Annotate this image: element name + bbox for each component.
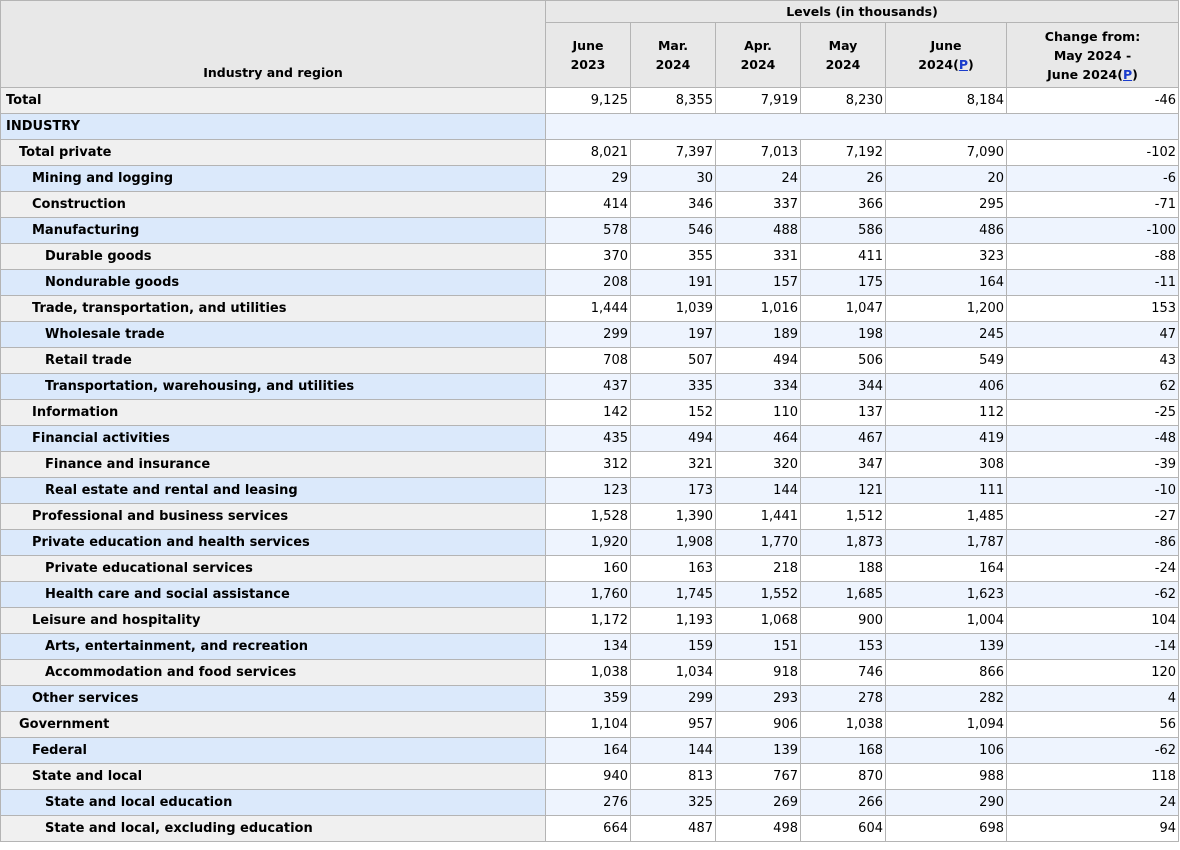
value-cell: 9,125 <box>546 88 631 114</box>
value-cell: 1,016 <box>716 296 801 322</box>
value-cell: 320 <box>716 452 801 478</box>
value-cell: 198 <box>801 322 886 348</box>
value-cell: 189 <box>716 322 801 348</box>
value-cell: 111 <box>886 478 1007 504</box>
value-cell: 1,039 <box>631 296 716 322</box>
table-row <box>1 218 1179 244</box>
value-cell: 30 <box>631 166 716 192</box>
value-cell: 1,770 <box>716 530 801 556</box>
value-cell: 7,013 <box>716 140 801 166</box>
value-cell: 323 <box>886 244 1007 270</box>
table-row <box>1 348 1179 374</box>
change-cell: 24 <box>1007 790 1179 816</box>
value-cell: 152 <box>631 400 716 426</box>
table-header <box>1 1 1179 88</box>
row-label: Manufacturing <box>1 218 546 244</box>
value-cell: 767 <box>716 764 801 790</box>
value-cell: 344 <box>801 374 886 400</box>
value-cell: 347 <box>801 452 886 478</box>
value-cell: 295 <box>886 192 1007 218</box>
change-cell: 43 <box>1007 348 1179 374</box>
value-cell: 359 <box>546 686 631 712</box>
value-cell: 746 <box>801 660 886 686</box>
row-label: Private education and health services <box>1 530 546 556</box>
value-cell: 406 <box>886 374 1007 400</box>
value-cell: 20 <box>886 166 1007 192</box>
change-cell: 62 <box>1007 374 1179 400</box>
value-cell: 1,444 <box>546 296 631 322</box>
value-cell: 698 <box>886 816 1007 842</box>
table-row <box>1 634 1179 660</box>
change-cell: 47 <box>1007 322 1179 348</box>
value-cell: 494 <box>631 426 716 452</box>
row-label: State and local <box>1 764 546 790</box>
value-cell: 1,873 <box>801 530 886 556</box>
value-cell: 7,397 <box>631 140 716 166</box>
value-cell: 940 <box>546 764 631 790</box>
value-cell: 1,038 <box>801 712 886 738</box>
change-cell: -71 <box>1007 192 1179 218</box>
value-cell: 8,355 <box>631 88 716 114</box>
column-header: Apr. 2024 <box>716 23 801 88</box>
value-cell: 110 <box>716 400 801 426</box>
table-row <box>1 140 1179 166</box>
value-cell: 26 <box>801 166 886 192</box>
table-row <box>1 426 1179 452</box>
value-cell: 321 <box>631 452 716 478</box>
value-cell: 1,034 <box>631 660 716 686</box>
value-cell: 578 <box>546 218 631 244</box>
value-cell: 269 <box>716 790 801 816</box>
table-row <box>1 686 1179 712</box>
row-label: State and local education <box>1 790 546 816</box>
value-cell: 1,908 <box>631 530 716 556</box>
table-row <box>1 660 1179 686</box>
change-cell: -25 <box>1007 400 1179 426</box>
change-cell: -100 <box>1007 218 1179 244</box>
change-cell: 4 <box>1007 686 1179 712</box>
value-cell: 488 <box>716 218 801 244</box>
value-cell: 414 <box>546 192 631 218</box>
table-row <box>1 192 1179 218</box>
row-label: Other services <box>1 686 546 712</box>
value-cell: 1,047 <box>801 296 886 322</box>
change-cell: 56 <box>1007 712 1179 738</box>
value-cell: 813 <box>631 764 716 790</box>
value-cell: 276 <box>546 790 631 816</box>
change-cell: -62 <box>1007 582 1179 608</box>
value-cell: 142 <box>546 400 631 426</box>
row-label: Professional and business services <box>1 504 546 530</box>
value-cell: 8,230 <box>801 88 886 114</box>
value-cell: 1,512 <box>801 504 886 530</box>
value-cell: 1,552 <box>716 582 801 608</box>
row-label: Government <box>1 712 546 738</box>
row-label: Accommodation and food services <box>1 660 546 686</box>
change-column-header: Change from: May 2024 - June 2024(P) <box>1007 23 1179 88</box>
change-cell: 120 <box>1007 660 1179 686</box>
value-cell: 494 <box>716 348 801 374</box>
value-cell: 918 <box>716 660 801 686</box>
value-cell: 708 <box>546 348 631 374</box>
value-cell: 507 <box>631 348 716 374</box>
change-cell: -88 <box>1007 244 1179 270</box>
value-cell: 159 <box>631 634 716 660</box>
value-cell: 1,920 <box>546 530 631 556</box>
value-cell: 266 <box>801 790 886 816</box>
column-header: Mar. 2024 <box>631 23 716 88</box>
value-cell: 1,200 <box>886 296 1007 322</box>
section-row <box>1 114 1179 140</box>
value-cell: 1,038 <box>546 660 631 686</box>
change-cell: -39 <box>1007 452 1179 478</box>
value-cell: 957 <box>631 712 716 738</box>
table-row <box>1 504 1179 530</box>
change-cell: -48 <box>1007 426 1179 452</box>
value-cell: 137 <box>801 400 886 426</box>
preliminary-link[interactable]: P <box>1122 66 1133 82</box>
value-cell: 7,919 <box>716 88 801 114</box>
column-header: May 2024 <box>801 23 886 88</box>
change-cell: -6 <box>1007 166 1179 192</box>
value-cell: 435 <box>546 426 631 452</box>
value-cell: 900 <box>801 608 886 634</box>
table-body <box>1 88 1179 842</box>
value-cell: 1,193 <box>631 608 716 634</box>
value-cell: 191 <box>631 270 716 296</box>
value-cell: 1,004 <box>886 608 1007 634</box>
change-cell: -27 <box>1007 504 1179 530</box>
row-label: Financial activities <box>1 426 546 452</box>
value-cell: 546 <box>631 218 716 244</box>
value-cell: 355 <box>631 244 716 270</box>
value-cell: 1,485 <box>886 504 1007 530</box>
table-row <box>1 582 1179 608</box>
change-cell: -11 <box>1007 270 1179 296</box>
value-cell: 370 <box>546 244 631 270</box>
value-cell: 866 <box>886 660 1007 686</box>
value-cell: 506 <box>801 348 886 374</box>
table-row <box>1 452 1179 478</box>
row-header: Industry and region <box>1 1 546 88</box>
value-cell: 988 <box>886 764 1007 790</box>
value-cell: 282 <box>886 686 1007 712</box>
value-cell: 1,104 <box>546 712 631 738</box>
row-label: Transportation, warehousing, and utilities <box>1 374 546 400</box>
table-row <box>1 400 1179 426</box>
value-cell: 604 <box>801 816 886 842</box>
value-cell: 123 <box>546 478 631 504</box>
value-cell: 1,068 <box>716 608 801 634</box>
table-row <box>1 764 1179 790</box>
value-cell: 218 <box>716 556 801 582</box>
value-cell: 290 <box>886 790 1007 816</box>
value-cell: 308 <box>886 452 1007 478</box>
value-cell: 163 <box>631 556 716 582</box>
table-row <box>1 166 1179 192</box>
row-label: Total <box>1 88 546 114</box>
row-label: Wholesale trade <box>1 322 546 348</box>
change-cell: 94 <box>1007 816 1179 842</box>
value-cell: 486 <box>886 218 1007 244</box>
value-cell: 121 <box>801 478 886 504</box>
row-label: Information <box>1 400 546 426</box>
table-row <box>1 270 1179 296</box>
change-cell: -24 <box>1007 556 1179 582</box>
value-cell: 157 <box>716 270 801 296</box>
value-cell: 299 <box>546 322 631 348</box>
row-label: Total private <box>1 140 546 166</box>
column-header: June 2024(P) <box>886 23 1007 88</box>
value-cell: 106 <box>886 738 1007 764</box>
value-cell: 325 <box>631 790 716 816</box>
table-row <box>1 296 1179 322</box>
value-cell: 24 <box>716 166 801 192</box>
value-cell: 188 <box>801 556 886 582</box>
table-row <box>1 530 1179 556</box>
value-cell: 337 <box>716 192 801 218</box>
value-cell: 144 <box>631 738 716 764</box>
row-label: Durable goods <box>1 244 546 270</box>
value-cell: 164 <box>886 556 1007 582</box>
change-cell: -86 <box>1007 530 1179 556</box>
value-cell: 331 <box>716 244 801 270</box>
value-cell: 160 <box>546 556 631 582</box>
value-cell: 29 <box>546 166 631 192</box>
value-cell: 164 <box>886 270 1007 296</box>
value-cell: 464 <box>716 426 801 452</box>
value-cell: 346 <box>631 192 716 218</box>
row-label: Retail trade <box>1 348 546 374</box>
value-cell: 870 <box>801 764 886 790</box>
change-cell: -102 <box>1007 140 1179 166</box>
table-row <box>1 88 1179 114</box>
value-cell: 278 <box>801 686 886 712</box>
value-cell: 164 <box>546 738 631 764</box>
row-label: Arts, entertainment, and recreation <box>1 634 546 660</box>
change-cell: -14 <box>1007 634 1179 660</box>
row-label: Private educational services <box>1 556 546 582</box>
value-cell: 139 <box>886 634 1007 660</box>
preliminary-link[interactable]: P <box>958 57 968 72</box>
value-cell: 1,172 <box>546 608 631 634</box>
value-cell: 175 <box>801 270 886 296</box>
value-cell: 664 <box>546 816 631 842</box>
value-cell: 151 <box>716 634 801 660</box>
row-label: Mining and logging <box>1 166 546 192</box>
group-header: Levels (in thousands) <box>546 1 1179 23</box>
value-cell: 467 <box>801 426 886 452</box>
value-cell: 1,685 <box>801 582 886 608</box>
value-cell: 197 <box>631 322 716 348</box>
value-cell: 1,528 <box>546 504 631 530</box>
value-cell: 1,760 <box>546 582 631 608</box>
value-cell: 153 <box>801 634 886 660</box>
value-cell: 419 <box>886 426 1007 452</box>
value-cell: 549 <box>886 348 1007 374</box>
row-label: Health care and social assistance <box>1 582 546 608</box>
table-row <box>1 478 1179 504</box>
value-cell: 312 <box>546 452 631 478</box>
value-cell: 208 <box>546 270 631 296</box>
value-cell: 906 <box>716 712 801 738</box>
value-cell: 411 <box>801 244 886 270</box>
change-cell: -46 <box>1007 88 1179 114</box>
row-label: Leisure and hospitality <box>1 608 546 634</box>
row-label: Federal <box>1 738 546 764</box>
value-cell: 112 <box>886 400 1007 426</box>
row-label: Trade, transportation, and utilities <box>1 296 546 322</box>
value-cell: 7,090 <box>886 140 1007 166</box>
value-cell: 1,441 <box>716 504 801 530</box>
table-row <box>1 608 1179 634</box>
value-cell: 8,021 <box>546 140 631 166</box>
table-row <box>1 738 1179 764</box>
value-cell: 144 <box>716 478 801 504</box>
value-cell: 366 <box>801 192 886 218</box>
row-label: Nondurable goods <box>1 270 546 296</box>
section-spacer <box>546 114 1179 140</box>
row-label: Construction <box>1 192 546 218</box>
value-cell: 168 <box>801 738 886 764</box>
table-row <box>1 816 1179 842</box>
table-row <box>1 790 1179 816</box>
value-cell: 498 <box>716 816 801 842</box>
value-cell: 487 <box>631 816 716 842</box>
value-cell: 1,623 <box>886 582 1007 608</box>
value-cell: 1,094 <box>886 712 1007 738</box>
table-row <box>1 712 1179 738</box>
value-cell: 7,192 <box>801 140 886 166</box>
value-cell: 245 <box>886 322 1007 348</box>
value-cell: 134 <box>546 634 631 660</box>
value-cell: 1,787 <box>886 530 1007 556</box>
change-cell: 153 <box>1007 296 1179 322</box>
table-row <box>1 374 1179 400</box>
change-cell: 118 <box>1007 764 1179 790</box>
table-row <box>1 322 1179 348</box>
value-cell: 139 <box>716 738 801 764</box>
value-cell: 1,390 <box>631 504 716 530</box>
value-cell: 293 <box>716 686 801 712</box>
row-label: Real estate and rental and leasing <box>1 478 546 504</box>
row-label: Finance and insurance <box>1 452 546 478</box>
row-label: State and local, excluding education <box>1 816 546 842</box>
value-cell: 1,745 <box>631 582 716 608</box>
change-cell: 104 <box>1007 608 1179 634</box>
value-cell: 334 <box>716 374 801 400</box>
table-row <box>1 556 1179 582</box>
value-cell: 8,184 <box>886 88 1007 114</box>
value-cell: 586 <box>801 218 886 244</box>
change-cell: -10 <box>1007 478 1179 504</box>
value-cell: 173 <box>631 478 716 504</box>
value-cell: 299 <box>631 686 716 712</box>
value-cell: 335 <box>631 374 716 400</box>
value-cell: 437 <box>546 374 631 400</box>
table-row <box>1 244 1179 270</box>
column-header: June 2023 <box>546 23 631 88</box>
row-label: INDUSTRY <box>1 114 546 140</box>
change-cell: -62 <box>1007 738 1179 764</box>
